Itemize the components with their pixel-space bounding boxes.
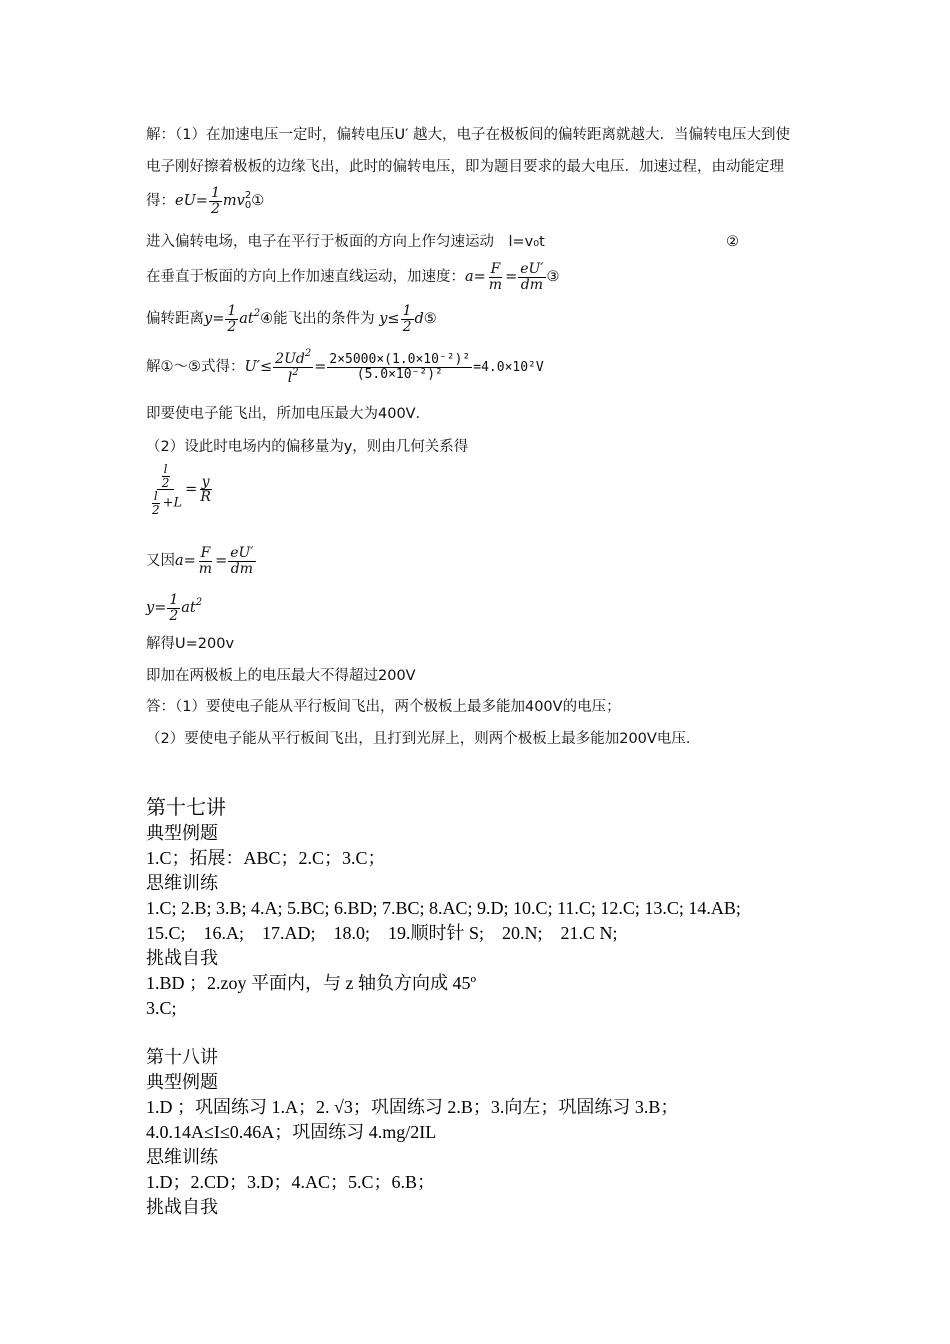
condition-text: 能飞出的条件为 (273, 311, 375, 328)
equation-again: 又因a= $\frac{F}{m}$ = $\frac{eU'}{dm}$ (146, 545, 254, 577)
equation-deflection: 偏转距离y= $\frac{1}{2}$ $at^2④$能飞出的条件为 y≤ $\frac{1}{2}$ d⑤ (146, 303, 437, 335)
fraction-half: $\frac{1}{2}$ (210, 185, 220, 217)
equation-mark: ① (251, 193, 265, 210)
deflection-mark: ④ (260, 311, 274, 328)
solve-text: 解①～⑤式得： (146, 359, 245, 376)
answer-part1: 答：（1）要使电子能从平行板间飞出，两个极板上最多能加400V的电压； (146, 699, 621, 715)
lecture17-thinking-line2: 15.C; 16.A; 17.AD; 18.0; 19.顺时针 S; 20.N; 21.C N; (146, 923, 618, 943)
lecture17-typical-answers: 1.C；拓展：ABC；2.C；3.C； (146, 848, 386, 868)
equation-rhs: mv (222, 193, 245, 210)
lecture18-thinking-answers: 1.D；2.CD；3.D；4.AC；5.C；6.B； (146, 1172, 436, 1192)
lecture18-typical-label: 典型例题 (146, 1072, 218, 1092)
solution-mark-2: ② (726, 234, 739, 250)
answer-part2: （2）要使电子能从平行板间飞出，且打到光屏上，则两个极板上最多能加200V电压． (146, 731, 701, 747)
solution-deflect-line: 进入偏转电场，电子在平行于板面的方向上作匀速运动 l=v₀t (146, 234, 545, 250)
solution-part2-line: （2）设此时电场内的偏移量为y，则由几何关系得 (146, 439, 469, 455)
lecture18-thinking-label: 思维训练 (146, 1147, 218, 1167)
lecture17-thinking-line1: 1.C; 2.B; 3.B; 4.A; 5.BC; 6.BD; 7.BC; 8.AC; 9.D; 10.C; 11.C; 12.C; 13.C; 14.AB; (146, 898, 741, 918)
equation-energy: 得：eU= $\frac{1}{2}$ mv 2 0 ① (146, 185, 265, 217)
lecture18-challenge-label: 挑战自我 (146, 1197, 218, 1217)
lecture17-challenge-line2: 3.C; (146, 998, 177, 1018)
solve-result: =4.0×10²V (473, 360, 544, 376)
equation-y: y= $\frac{1}{2}$ $at^2$ (146, 592, 203, 624)
lecture17-title: 第十七讲 (146, 797, 226, 819)
lecture18-typical-line1: 1.D ；巩固练习 1.A；2. √3；巩固练习 2.B；3.向左；巩固练习 3.B； (146, 1097, 679, 1117)
lecture18-title: 第十八讲 (146, 1047, 218, 1067)
equation-geometry: $\frac{l}{2}$ $\frac{l}{2}$ +L = $\frac{y}{R}$ (152, 462, 211, 517)
condition-mark: ⑤ (423, 311, 437, 328)
again-text: 又因 (146, 553, 175, 570)
solution-max200: 即加在两极板上的电压最大不得超过200V (146, 668, 416, 684)
lecture17-challenge-line1: 1.BD ；2.zoy 平面内，与 z 轴负方向成 45º (146, 973, 477, 993)
deflection-text: 偏转距离 (146, 311, 204, 328)
solution-part1-line2: 电子刚好擦着极板的边缘飞出，此时的偏转电压，即为题目要求的最大电压．加速过程，由动能定理 (146, 159, 784, 175)
lecture17-typical-label: 典型例题 (146, 823, 218, 843)
solve-numerator: 2×5000×(1.0×10⁻²)² (329, 352, 471, 368)
lecture17-challenge-label: 挑战自我 (146, 948, 218, 968)
equation-solve: 解①～⑤式得：U′≤ $\frac{2Ud^2}{l^2}$ = $\frac{\text{2×5000×(1.0×10⁻²)²}}{\text{(5.0×10⁻²)²}}$ =4.0×10²V (146, 348, 544, 386)
equation-label: 得： (146, 193, 175, 210)
solution-max400: 即要使电子能飞出，所加电压最大为400V． (146, 406, 431, 422)
lecture17-thinking-label: 思维训练 (146, 873, 218, 893)
solve-denominator: (5.0×10⁻²)² (356, 366, 443, 382)
solution-part1-line1: 解：（1）在加速电压一定时，偏转电压U′ 越大，电子在极板间的偏转距离就越大．当偏转电压大到使 (146, 127, 790, 143)
accel-text: 在垂直于板面的方向上作加速直线运动，加速度： (146, 269, 465, 286)
solution-result200: 解得U=200v (146, 636, 235, 652)
equation-acceleration: 在垂直于板面的方向上作加速直线运动，加速度：a= $\frac{F}{m}$ = $\frac{eU'}{dm}$ ③ (146, 261, 560, 293)
accel-mark: ③ (546, 269, 560, 286)
equation-lhs: eU= (175, 193, 208, 210)
lecture18-typical-line2: 4.0.14A≤I≤0.46A；巩固练习 4.mg/2IL (146, 1122, 437, 1142)
